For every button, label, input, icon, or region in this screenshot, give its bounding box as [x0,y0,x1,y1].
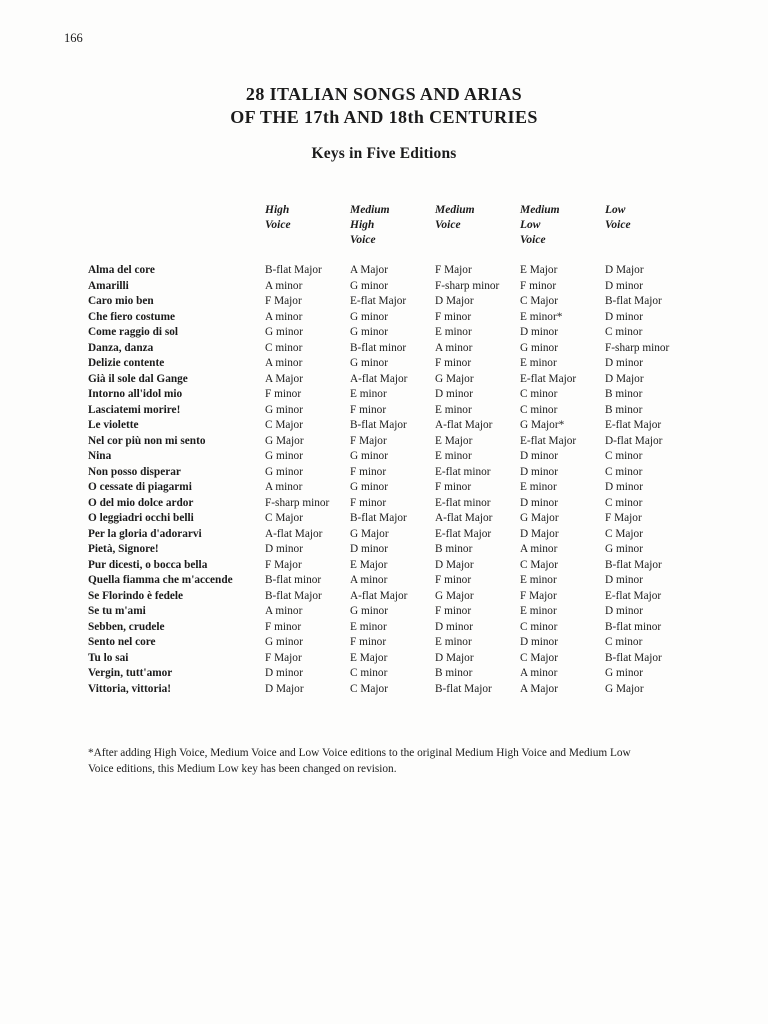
key-cell: D-flat Major [605,434,663,447]
key-cell: B-flat Major [435,682,492,695]
table-body [88,263,728,697]
key-cell: C minor [520,403,558,416]
song-title: O del mio dolce ardor [88,496,194,509]
table-row [88,387,728,403]
song-title: Lasciatemi morire! [88,403,181,416]
key-cell: C Major [520,295,558,307]
column-header-line: Medium [520,204,560,216]
key-cell: C minor [520,620,558,633]
footnote-line-2: Voice editions, this Medium Low key has been changed on revision. [88,762,397,775]
key-cell: D minor [605,310,643,323]
song-title: Delizie contente [88,357,165,369]
song-title: Già il sole dal Gange [88,372,188,385]
column-header [520,203,605,248]
key-cell: D minor [435,620,473,633]
table-row [88,511,728,527]
key-cell: G minor [350,357,388,369]
table-row [88,542,728,558]
song-title: Se Florindo è fedele [88,589,184,602]
page-title [0,83,768,129]
key-cell: E-flat Major [520,434,577,447]
key-cell: E minor [435,450,472,462]
key-cell: D minor [520,496,558,509]
key-cell: A minor [435,341,473,354]
key-cell: E-flat Major [605,589,662,602]
column-header-line: Voice [350,234,376,246]
table-row [88,558,728,574]
song-title: Alma del core [88,264,155,276]
key-cell: F minor [350,636,387,648]
table-row [88,465,728,481]
key-cell: G Major* [520,419,565,431]
key-cell: G Major [605,682,644,695]
key-cell: G minor [350,279,388,292]
key-cell: C Major [265,419,303,431]
key-cell: C minor [350,667,388,679]
key-cell: F Major [605,512,642,524]
key-cell: A Major [350,264,388,276]
footnote-line-1: *After adding High Voice, Medium Voice and Low Voice editions to the original Medium High Voice and Medium Low [88,747,631,759]
key-cell: B minor [435,667,473,679]
page-title-line-1: 28 ITALIAN SONGS AND ARIAS [245,84,523,104]
song-title: O leggiadri occhi belli [88,512,194,524]
key-cell: B-flat minor [265,574,322,586]
song-title: Non posso disperar [88,465,181,478]
song-title: Intorno all'idol mio [88,388,183,400]
key-cell: A minor [520,543,558,555]
key-cell: E minor [520,357,557,369]
key-cell: G minor [265,636,303,648]
key-cell: B-flat Major [350,512,407,524]
song-title: Pietà, Signore! [88,543,159,555]
table-row [88,403,728,419]
key-cell: E minor [435,636,472,648]
key-cell: C minor [605,465,643,478]
key-cell: A minor [265,481,303,493]
key-cell: A-flat Major [350,589,408,602]
key-cell: E-flat Major [435,527,492,540]
column-header-line: Low [520,219,541,231]
key-cell: D minor [605,279,643,292]
key-cell: G minor [265,450,303,462]
column-header-line: Voice [435,219,461,231]
table-row [88,263,728,279]
key-cell: D Major [435,558,474,571]
key-cell: C Major [605,527,643,540]
key-cell: F Major [265,295,302,307]
key-cell: E minor [520,481,557,493]
key-cell: F minor [435,605,472,617]
key-cell: F Major [520,589,557,602]
key-cell: C minor [605,326,643,338]
key-cell: A-flat Major [435,419,493,431]
key-cell: F Major [265,558,302,571]
key-cell: F minor [435,357,472,369]
key-cell: G Major [350,527,389,540]
key-cell: E minor [520,574,557,586]
key-cell: C Major [520,558,558,571]
song-title: Sento nel core [88,636,156,648]
table-row [88,418,728,434]
page-subtitle: Keys in Five Editions [311,145,457,162]
key-cell: D minor [520,326,558,338]
key-cell: D Major [605,264,644,276]
key-cell: C minor [605,496,643,509]
key-cell: E-flat Major [605,419,662,431]
key-cell: D minor [520,465,558,478]
song-title: Che fiero costume [88,310,176,323]
song-title: Quella fiamma che m'accende [88,574,233,586]
key-cell: E-flat minor [435,465,491,478]
key-cell: F Major [435,264,472,276]
table-row [88,434,728,450]
table-row [88,341,728,357]
footnote [88,746,694,777]
column-header [605,203,728,248]
key-cell: F minor [350,403,387,416]
key-cell: G minor [520,341,558,354]
key-cell: B minor [605,388,643,400]
table-row [88,356,728,372]
key-cell: G Major [520,512,559,524]
key-cell: E-flat minor [435,496,491,509]
key-cell: A-flat Major [350,372,408,385]
table-row [88,666,728,682]
key-cell: C Major [350,682,388,695]
key-cell: A-flat Major [435,512,493,524]
key-cell: B-flat Major [350,419,407,431]
key-cell: B minor [605,403,643,416]
key-cell: G Major [435,589,474,602]
key-cell: D minor [605,574,643,586]
key-cell: C minor [265,341,303,354]
key-cell: D Major [435,295,474,307]
column-header-line: Low [605,204,626,216]
key-cell: B-flat Major [265,264,322,276]
table-row [88,604,728,620]
key-cell: B-flat Major [265,589,322,602]
key-cell: F-sharp minor [605,341,670,354]
table-row [88,527,728,543]
table-row [88,635,728,651]
column-header [350,203,435,248]
key-cell: G minor [605,667,643,679]
column-header-line: Medium [435,204,475,216]
key-cell: E minor* [520,310,563,323]
column-header [435,203,520,248]
key-cell: G minor [350,605,388,617]
key-cell: F minor [265,620,302,633]
key-cell: E minor [520,605,557,617]
table-row [88,449,728,465]
key-cell: A minor [350,574,388,586]
key-cell: G minor [350,310,388,323]
key-cell: A minor [520,667,558,679]
key-cell: B minor [435,543,473,555]
song-title: Vittoria, vittoria! [88,682,172,695]
key-cell: D Major [435,651,474,664]
key-cell: B-flat minor [605,620,662,633]
song-title: Caro mio ben [88,295,154,307]
table-row [88,480,728,496]
table-row [88,620,728,636]
column-header-line: Voice [520,234,546,246]
column-header [265,203,350,248]
key-cell: A minor [265,279,303,292]
key-cell: C Major [265,512,303,524]
key-cell: F minor [350,496,387,509]
song-column-spacer [88,203,265,248]
table-row [88,310,728,326]
key-cell: F minor [265,388,302,400]
table-row [88,573,728,589]
key-cell: D minor [265,543,303,555]
key-cell: D Major [520,527,559,540]
key-cell: B-flat minor [350,341,407,354]
key-cell: G minor [350,326,388,338]
column-header-line: Medium [350,204,390,216]
key-cell: C minor [605,450,643,462]
key-cell: C minor [605,636,643,648]
page-number: 166 [64,31,83,45]
key-cell: E Major [435,434,473,447]
key-cell: E Major [350,558,388,571]
key-cell: E minor [350,388,387,400]
key-cell: F-sharp minor [435,279,500,292]
key-cell: G Major [265,434,304,447]
key-cell: A-flat Major [265,527,323,540]
column-header-line: High [265,204,290,216]
key-cell: E-flat Major [520,372,577,385]
table-row [88,279,728,295]
key-cell: D minor [350,543,388,555]
song-title: Come raggio di sol [88,326,179,338]
key-cell: E minor [435,403,472,416]
song-title: O cessate di piagarmi [88,481,192,493]
key-cell: D minor [520,450,558,462]
key-cell: A minor [265,605,303,617]
keys-table [88,203,728,697]
song-title: Le violette [88,419,139,431]
key-cell: F minor [520,279,557,292]
key-cell: D Major [265,682,304,695]
song-title: Sebben, crudele [88,620,165,633]
key-cell: F Major [350,434,387,447]
key-cell: F minor [350,465,387,478]
key-cell: C Major [520,651,558,664]
key-cell: D minor [265,667,303,679]
key-cell: D minor [605,481,643,493]
key-cell: A minor [265,310,303,323]
page-title-line-2: OF THE 17th AND 18th CENTURIES [230,107,538,127]
table-row [88,294,728,310]
key-cell: C minor [520,388,558,400]
table-row [88,651,728,667]
key-cell: E minor [435,326,472,338]
key-cell: G minor [265,326,303,338]
key-cell: G Major [435,372,474,385]
key-cell: E-flat Major [350,295,407,307]
key-cell: F Major [265,651,302,664]
key-cell: E Major [520,264,558,276]
column-header-line: High [350,219,375,231]
key-cell: G minor [265,403,303,416]
key-cell: F-sharp minor [265,496,330,509]
column-header-line: Voice [605,219,631,231]
key-cell: F minor [435,574,472,586]
song-title: Per la gloria d'adorarvi [88,527,202,540]
key-cell: B-flat Major [605,295,662,307]
key-cell: F minor [435,481,472,493]
key-cell: G minor [265,465,303,478]
song-title: Se tu m'ami [88,605,146,617]
key-cell: B-flat Major [605,651,662,664]
song-title: Tu lo sai [88,651,129,664]
key-cell: D minor [605,605,643,617]
key-cell: D minor [435,388,473,400]
song-title: Amarilli [88,279,129,292]
table-row [88,372,728,388]
table-row [88,682,728,698]
key-cell: G minor [350,450,388,462]
column-header-line: Voice [265,219,291,231]
song-title: Danza, danza [88,341,154,354]
key-cell: A Major [520,682,558,695]
table-row [88,589,728,605]
key-cell: E Major [350,651,388,664]
key-cell: A minor [265,357,303,369]
key-cell: D Major [605,372,644,385]
key-cell: B-flat Major [605,558,662,571]
key-cell: D minor [605,357,643,369]
key-cell: D minor [520,636,558,648]
key-cell: A Major [265,372,303,385]
key-cell: G minor [350,481,388,493]
table-row [88,325,728,341]
song-title: Nel cor più non mi sento [88,434,206,447]
song-title: Vergin, tutt'amor [88,667,173,679]
key-cell: G minor [605,543,643,555]
song-title: Nina [88,450,112,462]
table-row [88,496,728,512]
table-header-row [88,203,728,248]
song-title: Pur dicesti, o bocca bella [88,558,208,571]
key-cell: F minor [435,310,472,323]
key-cell: E minor [350,620,387,633]
